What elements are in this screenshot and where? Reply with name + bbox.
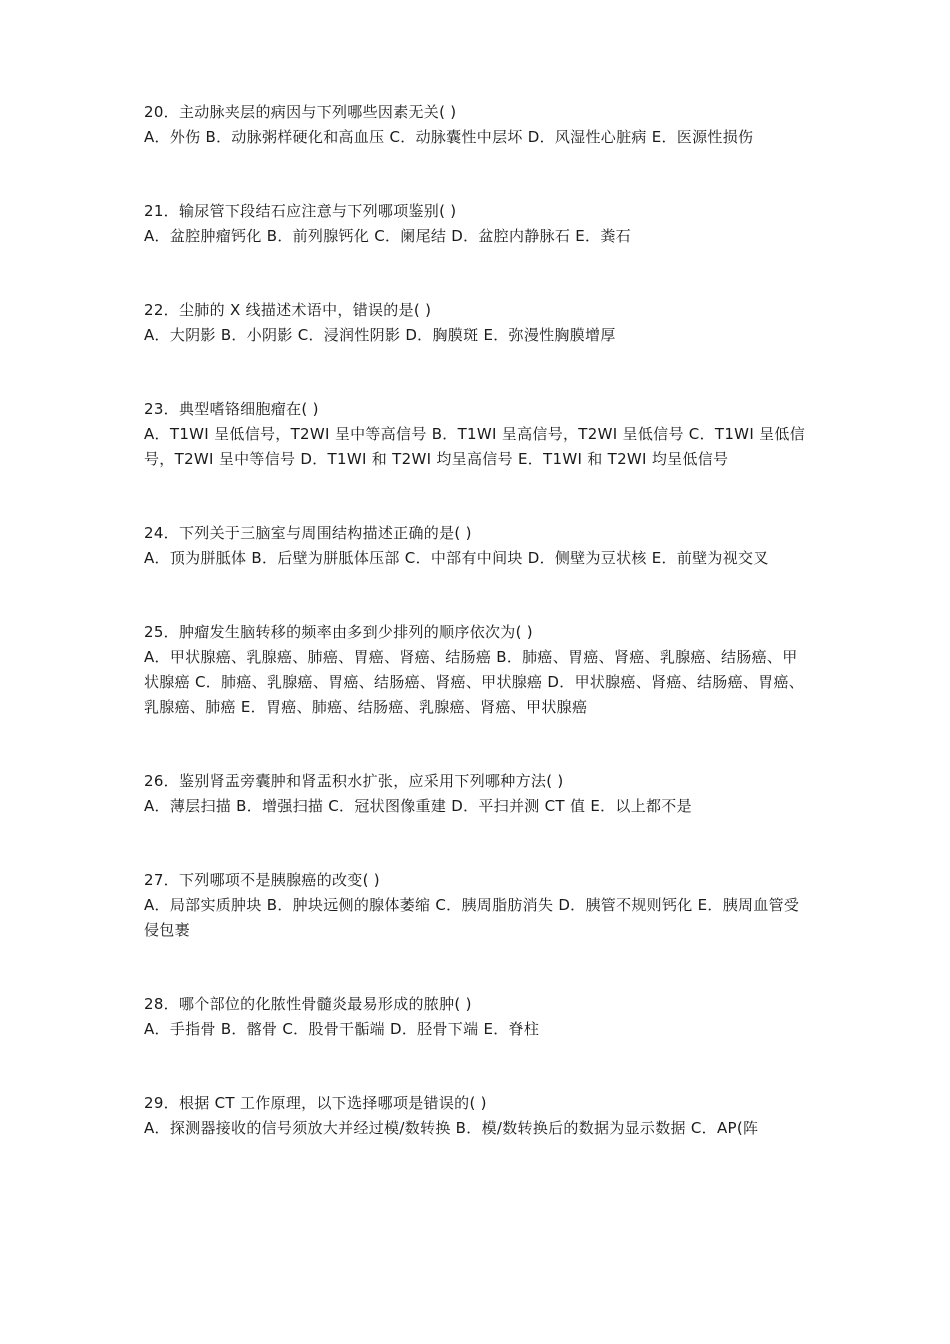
question-options: A．顶为胼胝体 B．后壁为胼胝体压部 C．中部有中间块 D．侧壁为豆状核 E．前壁为视交叉 — [144, 549, 769, 567]
question-options: A．T1WI 呈低信号，T2WI 呈中等高信号 B．T1WI 呈高信号，T2WI 呈低信号 C．T1WI 呈低信号，T2WI 呈中等信号 D．T1WI 和 T2WI 均呈高信号 E．T1WI 和 T2WI 均呈低信号 — [144, 425, 806, 468]
question-options: A．甲状腺癌、乳腺癌、肺癌、胃癌、肾癌、结肠癌 B．肺癌、胃癌、肾癌、乳腺癌、结肠癌、甲状腺癌 C．肺癌、乳腺癌、胃癌、结肠癌、肾癌、甲状腺癌 D．甲状腺癌、肾癌、结肠癌、胃癌、乳腺癌、肺癌 E．胃癌、肺癌、结肠癌、乳腺癌、肾癌、甲状腺癌 — [144, 648, 805, 716]
question-stem: 21．输尿管下段结石应注意与下列哪项鉴别( ) — [144, 202, 457, 220]
question-options: A．盆腔肿瘤钙化 B．前列腺钙化 C．阑尾结 D．盆腔内静脉石 E．粪石 — [144, 227, 631, 245]
question-22 — [144, 298, 810, 348]
question-27 — [144, 868, 810, 943]
question-20 — [144, 100, 810, 150]
question-stem: 24．下列关于三脑室与周围结构描述正确的是( ) — [144, 524, 472, 542]
question-stem: 26．鉴别肾盂旁囊肿和肾盂积水扩张，应采用下列哪种方法( ) — [144, 772, 564, 790]
question-29 — [144, 1091, 810, 1141]
question-stem: 20．主动脉夹层的病因与下列哪些因素无关( ) — [144, 103, 457, 121]
question-28 — [144, 992, 810, 1042]
question-26 — [144, 769, 810, 819]
question-stem: 22．尘肺的 X 线描述术语中，错误的是( ) — [144, 301, 432, 319]
question-stem: 28．哪个部位的化脓性骨髓炎最易形成的脓肿( ) — [144, 995, 472, 1013]
question-25 — [144, 620, 810, 720]
question-23 — [144, 397, 810, 472]
question-stem: 25．肿瘤发生脑转移的频率由多到少排列的顺序依次为( ) — [144, 623, 533, 641]
question-options: A．探测器接收的信号须放大并经过模/数转换 B．模/数转换后的数据为显示数据 C．AP(阵 — [144, 1119, 759, 1137]
question-options: A．大阴影 B．小阴影 C．浸润性阴影 D．胸膜斑 E．弥漫性胸膜增厚 — [144, 326, 616, 344]
question-options: A．外伤 B．动脉粥样硬化和高血压 C．动脉囊性中层坏 D．风湿性心脏病 E．医源性损伤 — [144, 128, 754, 146]
question-24 — [144, 521, 810, 571]
question-options: A．局部实质肿块 B．肿块远侧的腺体萎缩 C．胰周脂肪消失 D．胰管不规则钙化 E．胰周血管受侵包裹 — [144, 896, 800, 939]
document-page — [144, 100, 810, 1190]
question-stem: 29．根据 CT 工作原理，以下选择哪项是错误的( ) — [144, 1094, 487, 1112]
question-stem: 23．典型嗜铬细胞瘤在( ) — [144, 400, 319, 418]
question-options: A．手指骨 B．髂骨 C．股骨干骺端 D．胫骨下端 E．脊柱 — [144, 1020, 540, 1038]
question-options: A．薄层扫描 B．增强扫描 C．冠状图像重建 D．平扫并测 CT 值 E．以上都不是 — [144, 797, 692, 815]
question-21 — [144, 199, 810, 249]
question-stem: 27．下列哪项不是胰腺癌的改变( ) — [144, 871, 380, 889]
